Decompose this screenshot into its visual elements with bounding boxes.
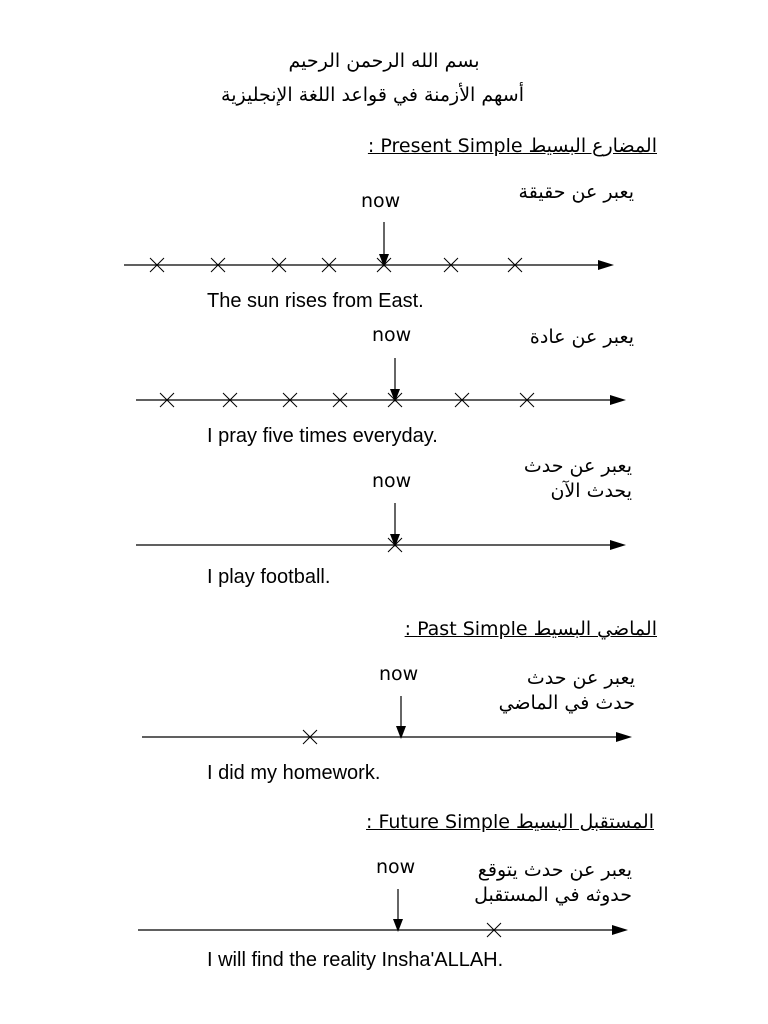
timeline-description: يعبر عن حقيقة — [518, 181, 634, 203]
example-sentence: I play football. — [207, 566, 331, 588]
now-label: now — [361, 190, 401, 212]
arrowhead — [612, 925, 628, 935]
page-title: أسهم الأزمنة في قواعد اللغة الإنجليزية — [221, 84, 524, 106]
now-label: now — [376, 856, 416, 878]
timeline-description: يعبر عن حدث حدث في الماضي — [498, 667, 635, 714]
now-label: now — [379, 663, 419, 685]
now-label: now — [372, 470, 412, 492]
timeline-description: يعبر عن حدث يتوقع حدوثه في المستقبل — [474, 859, 632, 906]
now-label: now — [372, 324, 412, 346]
example-sentence: I pray five times everyday. — [207, 425, 438, 447]
basmala: بسم الله الرحمن الرحيم — [288, 50, 480, 72]
section-heading-present-simple: المضارع البسيط Present Simple : — [367, 135, 657, 157]
timeline-description: يعبر عن حدث يحدث الآن — [523, 455, 632, 502]
section-heading-past-simple: الماضي البسيط Past Simple : — [404, 618, 657, 640]
section-heading-future-simple: المستقبل البسيط Future Simple : — [366, 811, 654, 833]
example-sentence: I did my homework. — [207, 762, 381, 784]
example-sentence: I will find the reality Insha'ALLAH. — [207, 949, 504, 971]
timeline-description: يعبر عن عادة — [529, 326, 634, 348]
example-sentence: The sun rises from East. — [207, 290, 424, 312]
